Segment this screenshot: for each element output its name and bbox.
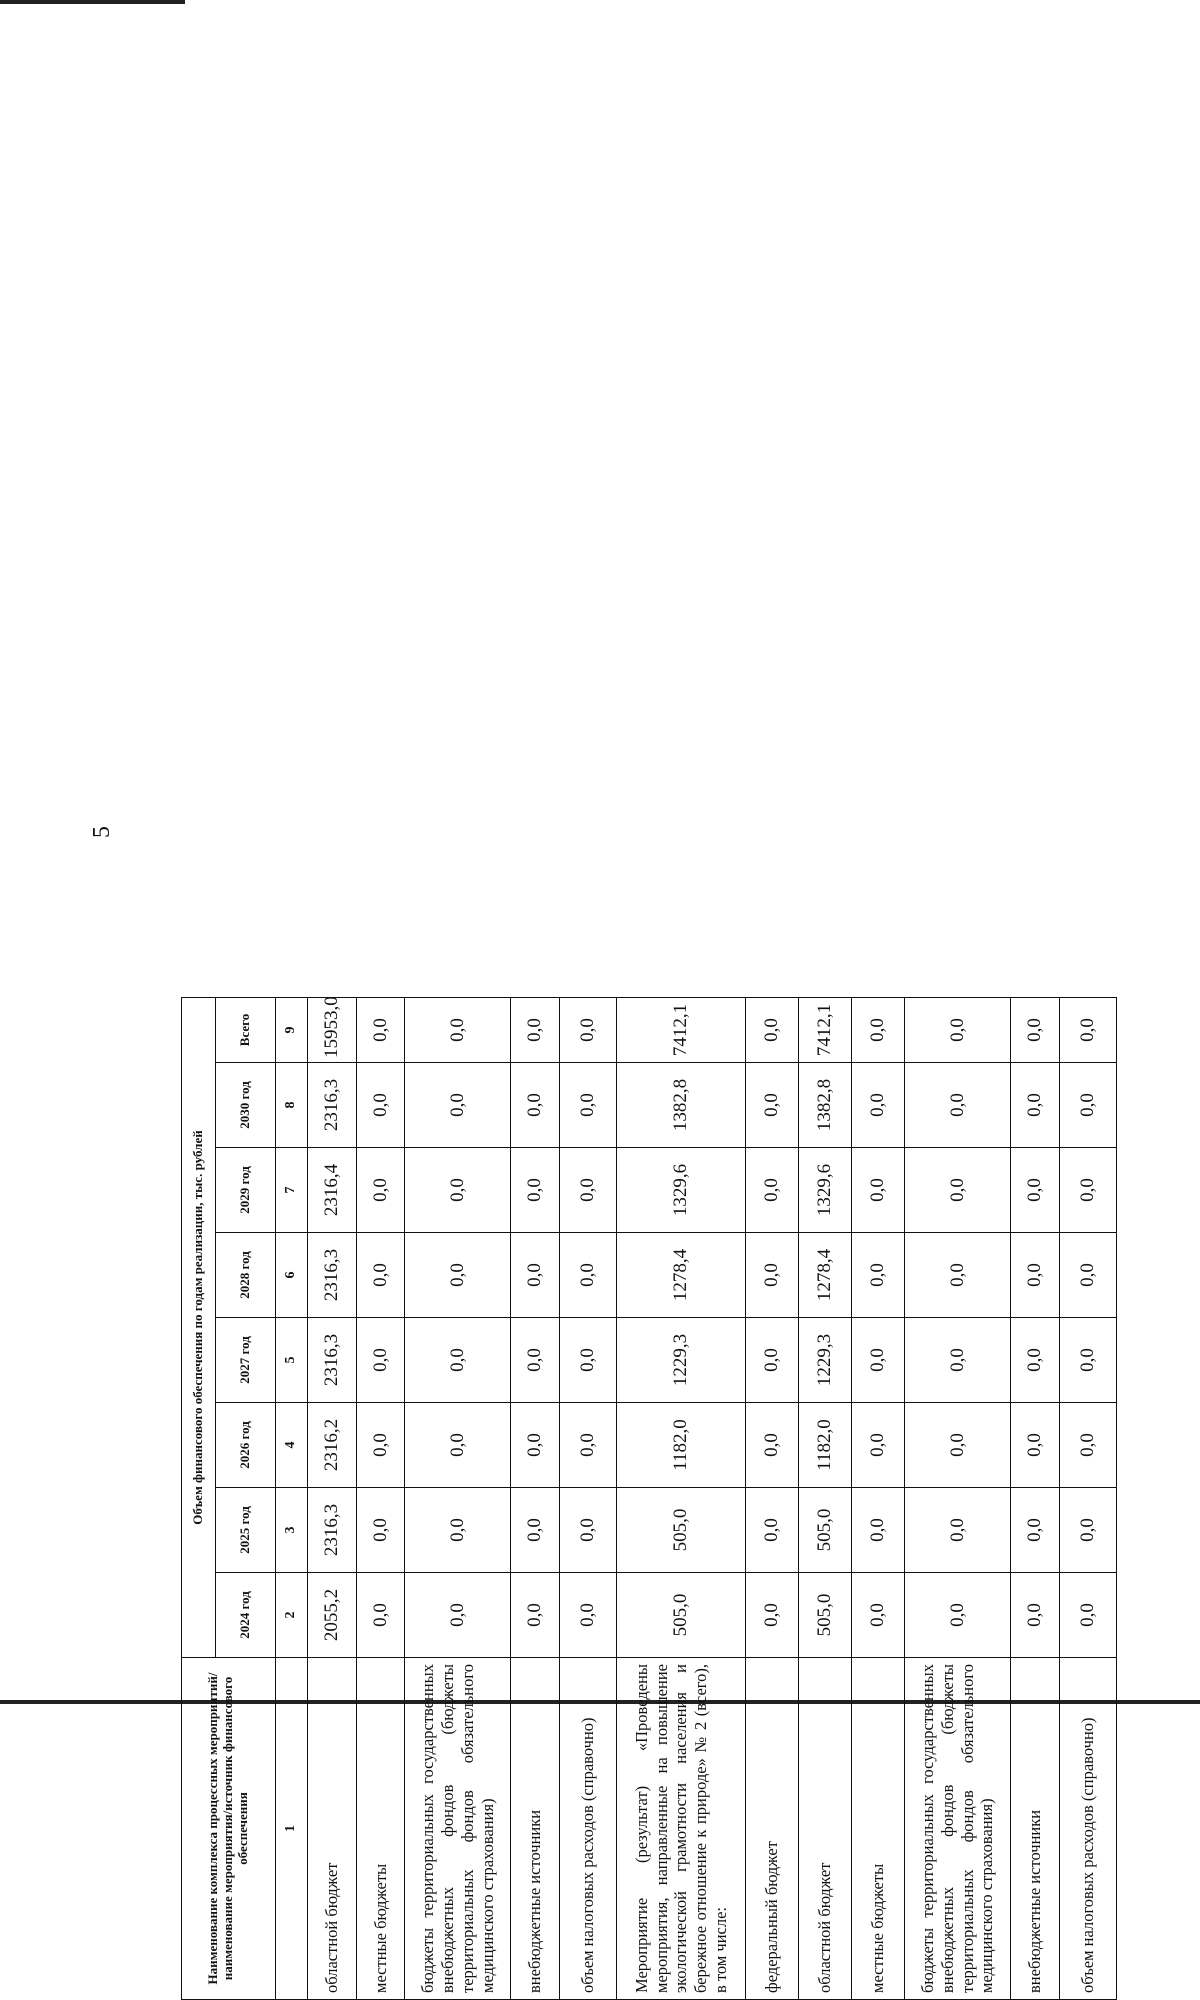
row-value: 505,0 (799, 1488, 852, 1573)
row-value: 1329,6 (617, 1148, 746, 1233)
table-row (559, 997, 616, 1999)
table-row (799, 997, 852, 1999)
row-value: 2316,4 (308, 1148, 357, 1233)
row-value: 0,0 (852, 1233, 905, 1318)
row-value: 0,0 (905, 1403, 1011, 1488)
table-row (308, 997, 357, 1999)
row-value: 0,0 (405, 1403, 511, 1488)
column-number: 6 (276, 1233, 308, 1318)
row-value: 2316,3 (308, 1488, 357, 1573)
row-value: 1182,0 (617, 1403, 746, 1488)
row-value: 0,0 (405, 1488, 511, 1573)
row-value: 0,0 (559, 1488, 616, 1573)
row-value: 0,0 (405, 1573, 511, 1658)
row-value: 0,0 (905, 1488, 1011, 1573)
row-total: 0,0 (405, 997, 511, 1062)
header-year: 2030 год (216, 1063, 276, 1148)
row-total: 0,0 (746, 997, 799, 1062)
row-value: 2316,3 (308, 1233, 357, 1318)
row-value: 0,0 (1011, 1488, 1060, 1573)
row-value: 0,0 (405, 1063, 511, 1148)
row-value: 0,0 (559, 1063, 616, 1148)
row-source-name: областной бюджет (308, 1658, 357, 2000)
financing-table (181, 997, 1117, 2000)
row-value: 0,0 (905, 1063, 1011, 1148)
row-value: 0,0 (559, 1318, 616, 1403)
row-value: 2055,2 (308, 1573, 357, 1658)
row-value: 0,0 (852, 1573, 905, 1658)
row-source-name: бюджеты территориальных государственных внебюджетных фондов (бюджеты территориальных фондов обязательного медицинского страхования) (905, 1658, 1011, 2000)
row-value: 1329,6 (799, 1148, 852, 1233)
row-total: 0,0 (1011, 997, 1060, 1062)
row-value: 0,0 (559, 1148, 616, 1233)
column-number: 9 (276, 997, 308, 1062)
row-value: 0,0 (405, 1318, 511, 1403)
header-volume-title: Объем финансового обеспечения по годам реализации, тыс. рублей (182, 997, 216, 1657)
row-value: 1229,3 (617, 1318, 746, 1403)
header-year: 2028 год (216, 1233, 276, 1318)
row-value: 0,0 (852, 1318, 905, 1403)
row-value: 0,0 (852, 1148, 905, 1233)
row-value: 0,0 (1059, 1063, 1116, 1148)
header-year: 2026 год (216, 1403, 276, 1488)
row-value: 0,0 (1011, 1148, 1060, 1233)
row-value: 0,0 (511, 1318, 560, 1403)
row-total: 0,0 (905, 997, 1011, 1062)
row-value: 0,0 (511, 1403, 560, 1488)
row-value: 0,0 (746, 1063, 799, 1148)
row-value: 0,0 (1011, 1318, 1060, 1403)
header-column-numbers-row (276, 997, 308, 1999)
row-value: 1229,3 (799, 1318, 852, 1403)
row-value: 0,0 (1011, 1573, 1060, 1658)
header-year: 2025 год (216, 1488, 276, 1573)
header-year: 2024 год (216, 1573, 276, 1658)
row-value: 0,0 (511, 1573, 560, 1658)
row-value: 1382,8 (617, 1063, 746, 1148)
row-value: 505,0 (617, 1573, 746, 1658)
row-total: 15953,0 (308, 997, 357, 1062)
table-row (405, 997, 511, 1999)
row-value: 2316,3 (308, 1318, 357, 1403)
table-row (746, 997, 799, 1999)
table-row (511, 997, 560, 1999)
header-year: 2027 год (216, 1318, 276, 1403)
table-row (617, 997, 746, 1999)
row-value: 0,0 (746, 1318, 799, 1403)
row-value: 0,0 (559, 1403, 616, 1488)
row-value: 2316,2 (308, 1403, 357, 1488)
row-source-name: внебюджетные источники (1011, 1658, 1060, 2000)
row-total: 0,0 (356, 997, 405, 1062)
page-number: 5 (89, 826, 115, 838)
row-event-name: Мероприятие (результат) «Проведены мероприятия, направленные на повышение экологической грамотности населения и бережное отношение к природе» № 2 (всего), в том числе: (617, 1658, 746, 2000)
row-value: 0,0 (405, 1148, 511, 1233)
column-number: 4 (276, 1403, 308, 1488)
row-value: 1278,4 (617, 1233, 746, 1318)
row-value: 0,0 (746, 1148, 799, 1233)
row-value: 0,0 (1011, 1063, 1060, 1148)
row-value: 0,0 (905, 1148, 1011, 1233)
row-value: 1382,8 (799, 1063, 852, 1148)
table-row (905, 997, 1011, 1999)
row-value: 0,0 (405, 1233, 511, 1318)
row-value: 0,0 (559, 1233, 616, 1318)
row-value: 0,0 (852, 1063, 905, 1148)
row-value: 0,0 (905, 1318, 1011, 1403)
row-value: 0,0 (356, 1233, 405, 1318)
row-source-name: объем налоговых расходов (справочно) (1059, 1658, 1116, 2000)
row-value: 0,0 (1059, 1233, 1116, 1318)
table-row (852, 997, 905, 1999)
column-number: 1 (276, 1658, 308, 2000)
row-source-name: местные бюджеты (356, 1658, 405, 2000)
row-value: 0,0 (1059, 1148, 1116, 1233)
row-source-name: внебюджетные источники (511, 1658, 560, 2000)
header-name-column: Наименование комплекса процессных мероприятий/наименование мероприятия/источник финансового обеспечения (182, 1658, 276, 2000)
row-value: 0,0 (511, 1063, 560, 1148)
row-total: 7412,1 (617, 997, 746, 1062)
column-number: 5 (276, 1318, 308, 1403)
row-value: 1182,0 (799, 1403, 852, 1488)
row-value: 0,0 (511, 1148, 560, 1233)
row-value: 0,0 (905, 1233, 1011, 1318)
row-value: 0,0 (1011, 1233, 1060, 1318)
row-value: 0,0 (1059, 1318, 1116, 1403)
row-value: 0,0 (356, 1318, 405, 1403)
row-value: 0,0 (356, 1573, 405, 1658)
row-value: 0,0 (852, 1403, 905, 1488)
row-value: 505,0 (799, 1573, 852, 1658)
row-value: 0,0 (511, 1233, 560, 1318)
row-value: 0,0 (356, 1403, 405, 1488)
row-source-name: бюджеты территориальных государственных внебюджетных фондов (бюджеты территориальных фондов обязательного медицинского страхования) (405, 1658, 511, 2000)
table-row (356, 997, 405, 1999)
row-value: 0,0 (356, 1488, 405, 1573)
scan-edge-top (0, 0, 185, 4)
row-source-name: областной бюджет (799, 1658, 852, 2000)
row-value: 0,0 (559, 1573, 616, 1658)
column-number: 3 (276, 1488, 308, 1573)
row-source-name: местные бюджеты (852, 1658, 905, 2000)
header-total: Всего (216, 997, 276, 1062)
column-number: 2 (276, 1573, 308, 1658)
table-row (1011, 997, 1060, 1999)
row-value: 0,0 (1059, 1488, 1116, 1573)
row-value: 2316,3 (308, 1063, 357, 1148)
row-total: 0,0 (852, 997, 905, 1062)
row-total: 7412,1 (799, 997, 852, 1062)
row-value: 0,0 (746, 1233, 799, 1318)
row-value: 0,0 (356, 1148, 405, 1233)
row-source-name: федеральный бюджет (746, 1658, 799, 2000)
row-value: 0,0 (1059, 1403, 1116, 1488)
row-value: 0,0 (746, 1573, 799, 1658)
row-value: 1278,4 (799, 1233, 852, 1318)
row-source-name: объем налоговых расходов (справочно) (559, 1658, 616, 2000)
row-total: 0,0 (559, 997, 616, 1062)
column-number: 8 (276, 1063, 308, 1148)
row-value: 0,0 (511, 1488, 560, 1573)
table-row (1059, 997, 1116, 1999)
row-value: 0,0 (1011, 1403, 1060, 1488)
row-total: 0,0 (511, 997, 560, 1062)
row-value: 0,0 (356, 1063, 405, 1148)
row-value: 0,0 (1059, 1573, 1116, 1658)
header-year: 2029 год (216, 1148, 276, 1233)
row-value: 0,0 (905, 1573, 1011, 1658)
financing-table-wrapper (181, 998, 1117, 2000)
row-value: 0,0 (746, 1488, 799, 1573)
row-value: 505,0 (617, 1488, 746, 1573)
row-value: 0,0 (746, 1403, 799, 1488)
column-number: 7 (276, 1148, 308, 1233)
row-total: 0,0 (1059, 997, 1116, 1062)
row-value: 0,0 (852, 1488, 905, 1573)
